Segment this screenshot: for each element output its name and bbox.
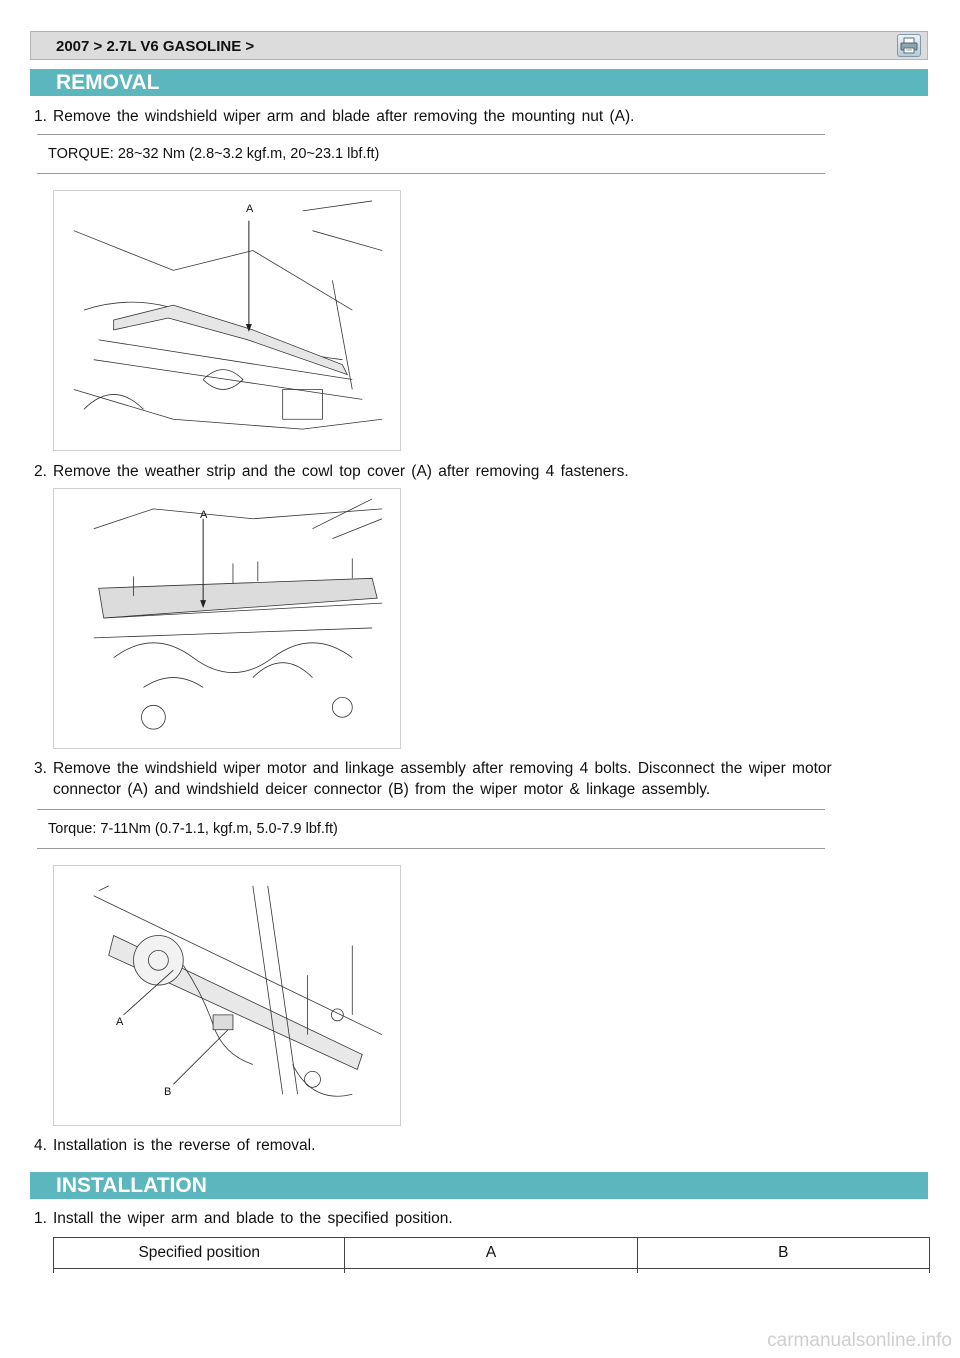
figure-label-b: B bbox=[164, 1086, 172, 1098]
figure-label-a: A bbox=[246, 203, 254, 215]
step-number: 3. bbox=[34, 760, 47, 777]
table-header-cell: B bbox=[637, 1238, 929, 1269]
step-number: 1. bbox=[34, 1210, 47, 1227]
figure-label-a: A bbox=[116, 1016, 124, 1028]
table-cell bbox=[54, 1269, 345, 1274]
watermark: carmanualsonline.info bbox=[767, 1330, 952, 1351]
step-text: Install the wiper arm and blade to the specified position. bbox=[53, 1210, 453, 1227]
step-text: Remove the windshield wiper motor and linkage assembly after removing 4 bolts. Disconnect the wiper motor connector (A) and windshield deicer connector (B) from the wiper motor & linkage assembly. bbox=[53, 760, 832, 798]
step-number: 1. bbox=[34, 108, 47, 125]
installation-section-header: INSTALLATION bbox=[30, 1172, 928, 1199]
breadcrumb-text: 2007 > 2.7L V6 GASOLINE > bbox=[56, 38, 255, 55]
step-text: Installation is the reverse of removal. bbox=[53, 1137, 316, 1154]
torque-note-1: TORQUE: 28~32 Nm (2.8~3.2 kgf.m, 20~23.1 lbf.ft) bbox=[37, 134, 825, 174]
step-number: 2. bbox=[34, 463, 47, 480]
specified-position-table bbox=[53, 1237, 930, 1273]
figure-label-a: A bbox=[200, 509, 208, 521]
table-header-cell: A bbox=[345, 1238, 637, 1269]
breadcrumb bbox=[30, 31, 928, 60]
step-number: 4. bbox=[34, 1137, 47, 1154]
table-header-row bbox=[54, 1238, 930, 1269]
printer-icon bbox=[898, 35, 920, 56]
table-cell bbox=[637, 1269, 929, 1274]
table-header-cell: Specified position bbox=[54, 1238, 345, 1269]
wiper-motor-figure bbox=[53, 865, 401, 1126]
step-text: Remove the windshield wiper arm and blade after removing the mounting nut (A). bbox=[53, 108, 635, 125]
step-text: Remove the weather strip and the cowl top cover (A) after removing 4 fasteners. bbox=[53, 463, 629, 480]
cowl-top-cover-figure bbox=[53, 488, 401, 749]
table-row bbox=[54, 1269, 930, 1274]
print-button[interactable] bbox=[897, 34, 921, 57]
wiper-arm-figure bbox=[53, 190, 401, 451]
torque-note-3: Torque: 7-11Nm (0.7-1.1, kgf.m, 5.0-7.9 lbf.ft) bbox=[37, 809, 825, 849]
table-cell bbox=[345, 1269, 637, 1274]
removal-section-header: REMOVAL bbox=[30, 69, 928, 96]
